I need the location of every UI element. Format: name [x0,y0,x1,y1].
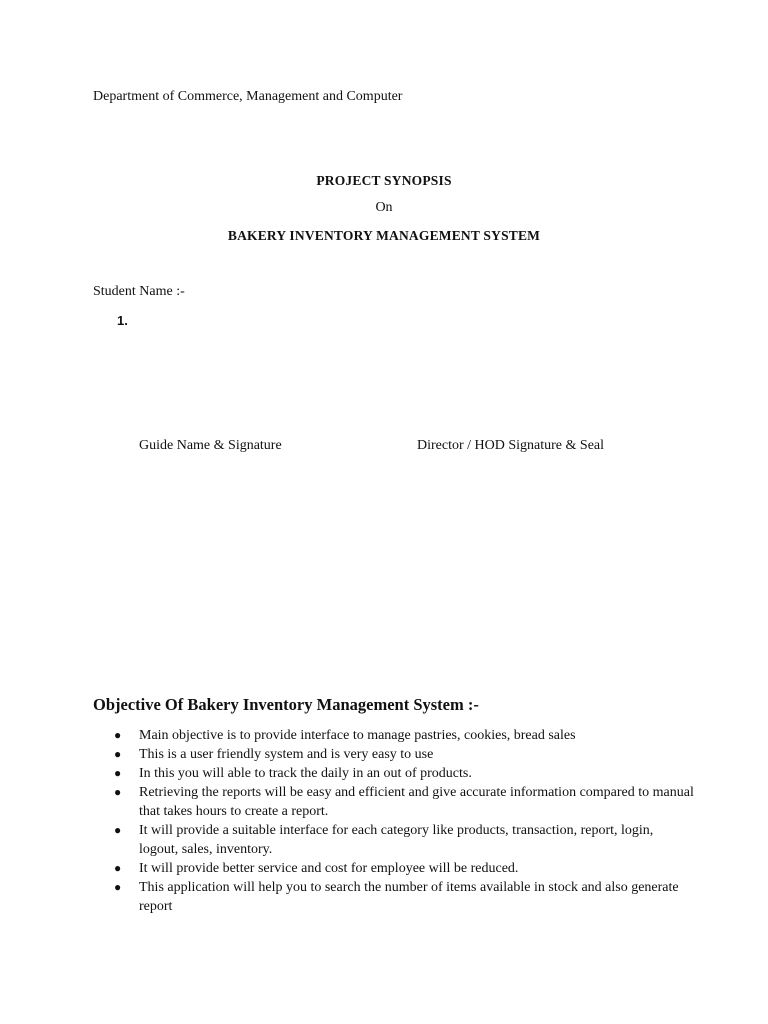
bullet-icon: ● [114,766,122,780]
list-item [114,745,694,764]
objective-list [114,726,694,916]
objective-text: Main objective is to provide interface to manage pastries, cookies, bread sales [139,728,576,743]
list-item [114,821,694,859]
project-title: BAKERY INVENTORY MANAGEMENT SYSTEM [227,228,541,243]
bullet-icon: ● [114,861,122,875]
student-number-1: 1. [117,313,128,328]
list-item [114,764,694,783]
list-item [114,726,694,745]
student-name-label: Student Name :- [93,284,185,299]
guide-signature-label: Guide Name & Signature [139,438,282,453]
list-item [114,878,694,916]
director-signature-label: Director / HOD Signature & Seal [417,438,605,453]
objective-text: In this you will able to track the daily in an out of products. [139,766,472,781]
list-item [114,859,694,878]
list-item [114,783,694,821]
on-label: On [375,200,393,215]
objective-text: Retrieving the reports will be easy and efficient and give accurate information compared to manual that takes hours to create a report. [139,785,694,819]
bullet-icon: ● [114,785,122,799]
objective-text: It will provide a suitable interface for each category like products, transaction, report, login, logout, sales, inventory. [139,823,654,857]
bullet-icon: ● [114,880,122,894]
department-line: Department of Commerce, Management and Computer [93,89,403,104]
objective-text: It will provide better service and cost for employee will be reduced. [139,861,519,876]
bullet-icon: ● [114,728,122,742]
bullet-icon: ● [114,747,122,761]
objective-text: This is a user friendly system and is very easy to use [139,747,434,762]
bullet-icon: ● [114,823,122,837]
synopsis-heading: PROJECT SYNOPSIS [316,173,452,188]
objective-heading: Objective Of Bakery Inventory Management System :- [93,695,479,714]
objective-text: This application will help you to search the number of items available in stock and also generate report [139,880,679,914]
